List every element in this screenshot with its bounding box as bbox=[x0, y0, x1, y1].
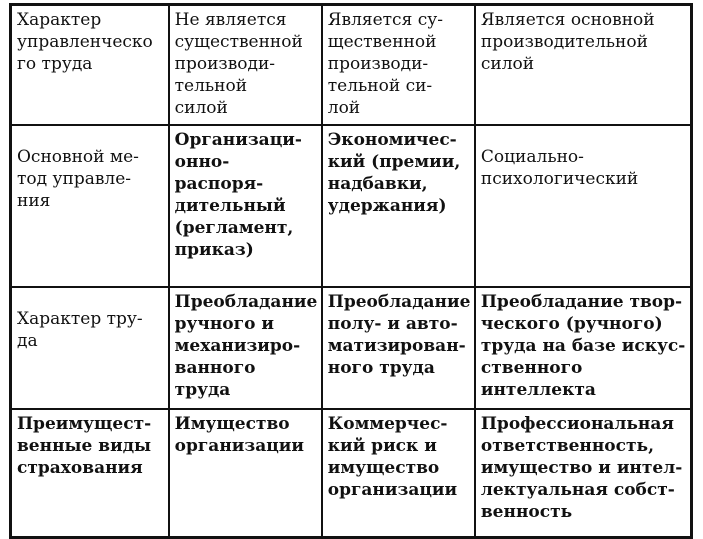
table-cell: Экономичес- кий (премии, надбавки, удержания) bbox=[322, 125, 475, 287]
table-cell: Является основной производительной силой bbox=[475, 5, 692, 126]
table-cell: Преобладание полу- и авто- матизирован- ного труда bbox=[322, 287, 475, 409]
table-row bbox=[11, 125, 692, 287]
table-cell: Коммерчес- кий риск и имущество организации bbox=[322, 409, 475, 538]
row-header-cell: Характер тру- да bbox=[11, 287, 169, 409]
table-cell: Является су- щественной производи- тельной си- лой bbox=[322, 5, 475, 126]
table-row bbox=[11, 5, 692, 126]
table-cell: Имущество организации bbox=[169, 409, 322, 538]
table-row bbox=[11, 287, 692, 409]
table-row bbox=[11, 409, 692, 538]
table-cell: Социально- психологический bbox=[475, 125, 692, 287]
table-cell: Не является существенной производи- тельной силой bbox=[169, 5, 322, 126]
table-cell: Преобладание твор- ческого (ручного) труда на базе искус- ственного интеллекта bbox=[475, 287, 692, 409]
table-cell: Профессиональная ответственность, имущество и интел- лектуальная собст- венность bbox=[475, 409, 692, 538]
table-cell: Организаци- онно-распоря- дительный (регламент, приказ) bbox=[169, 125, 322, 287]
row-header-cell: Характер управленческо го труда bbox=[11, 5, 169, 126]
row-header-cell: Преимущест- венные виды страхования bbox=[11, 409, 169, 538]
table-cell: Преобладание ручного и механизиро- ванного труда bbox=[169, 287, 322, 409]
comparison-table bbox=[9, 3, 693, 539]
row-header-cell: Основной ме- тод управле- ния bbox=[11, 125, 169, 287]
